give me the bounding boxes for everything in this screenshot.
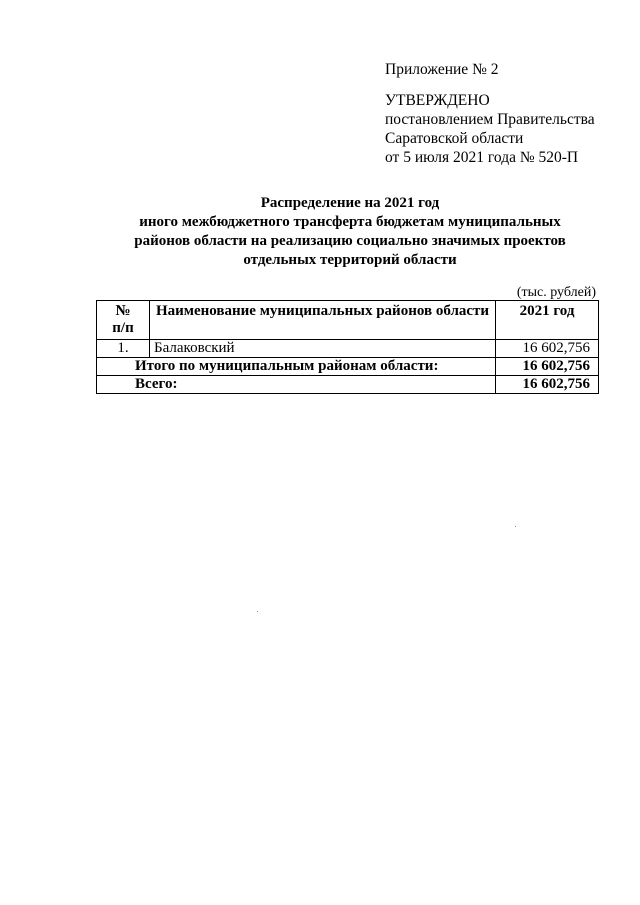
table-header-row — [97, 301, 599, 340]
approval-line-3: от 5 июля 2021 года № 520-П — [385, 149, 579, 166]
row-value: 16 602,756 — [496, 340, 599, 358]
approval-line-2: Саратовской области — [385, 130, 524, 147]
approval-block — [385, 60, 595, 167]
table-row — [97, 340, 599, 358]
approved-stamp-text: УТВЕРЖДЕНО — [385, 92, 490, 109]
unit-label: (тыс. рублей) — [516, 285, 596, 300]
document-title — [80, 194, 620, 270]
header-name: Наименование муниципальных районов области — [150, 301, 496, 340]
header-number — [97, 301, 150, 340]
total-label: Всего: — [97, 376, 496, 394]
subtotal-label: Итого по муниципальным районам области: — [97, 358, 496, 376]
header-year: 2021 год — [496, 301, 599, 340]
title-line-3: районов области на реализацию социально значимых проектов — [134, 233, 566, 249]
total-row — [97, 376, 599, 394]
row-number: 1. — [97, 340, 150, 358]
distribution-table — [96, 300, 599, 394]
total-value: 16 602,756 — [496, 376, 599, 394]
header-number-abbrev: п/п — [112, 320, 134, 336]
approval-line-1: постановлением Правительства — [385, 111, 595, 128]
title-line-1: Распределение на 2021 год — [260, 195, 440, 211]
row-district-name: Балаковский — [150, 340, 496, 358]
header-number-sign: № — [115, 303, 131, 319]
title-line-2: иного межбюджетного трансферта бюджетам муниципальных — [139, 214, 561, 230]
subtotal-value: 16 602,756 — [496, 358, 599, 376]
title-line-4: отдельных территорий области — [243, 252, 457, 268]
scan-speck — [515, 526, 516, 527]
scan-speck — [257, 611, 258, 612]
appendix-label: Приложение № 2 — [385, 61, 499, 78]
subtotal-row — [97, 358, 599, 376]
